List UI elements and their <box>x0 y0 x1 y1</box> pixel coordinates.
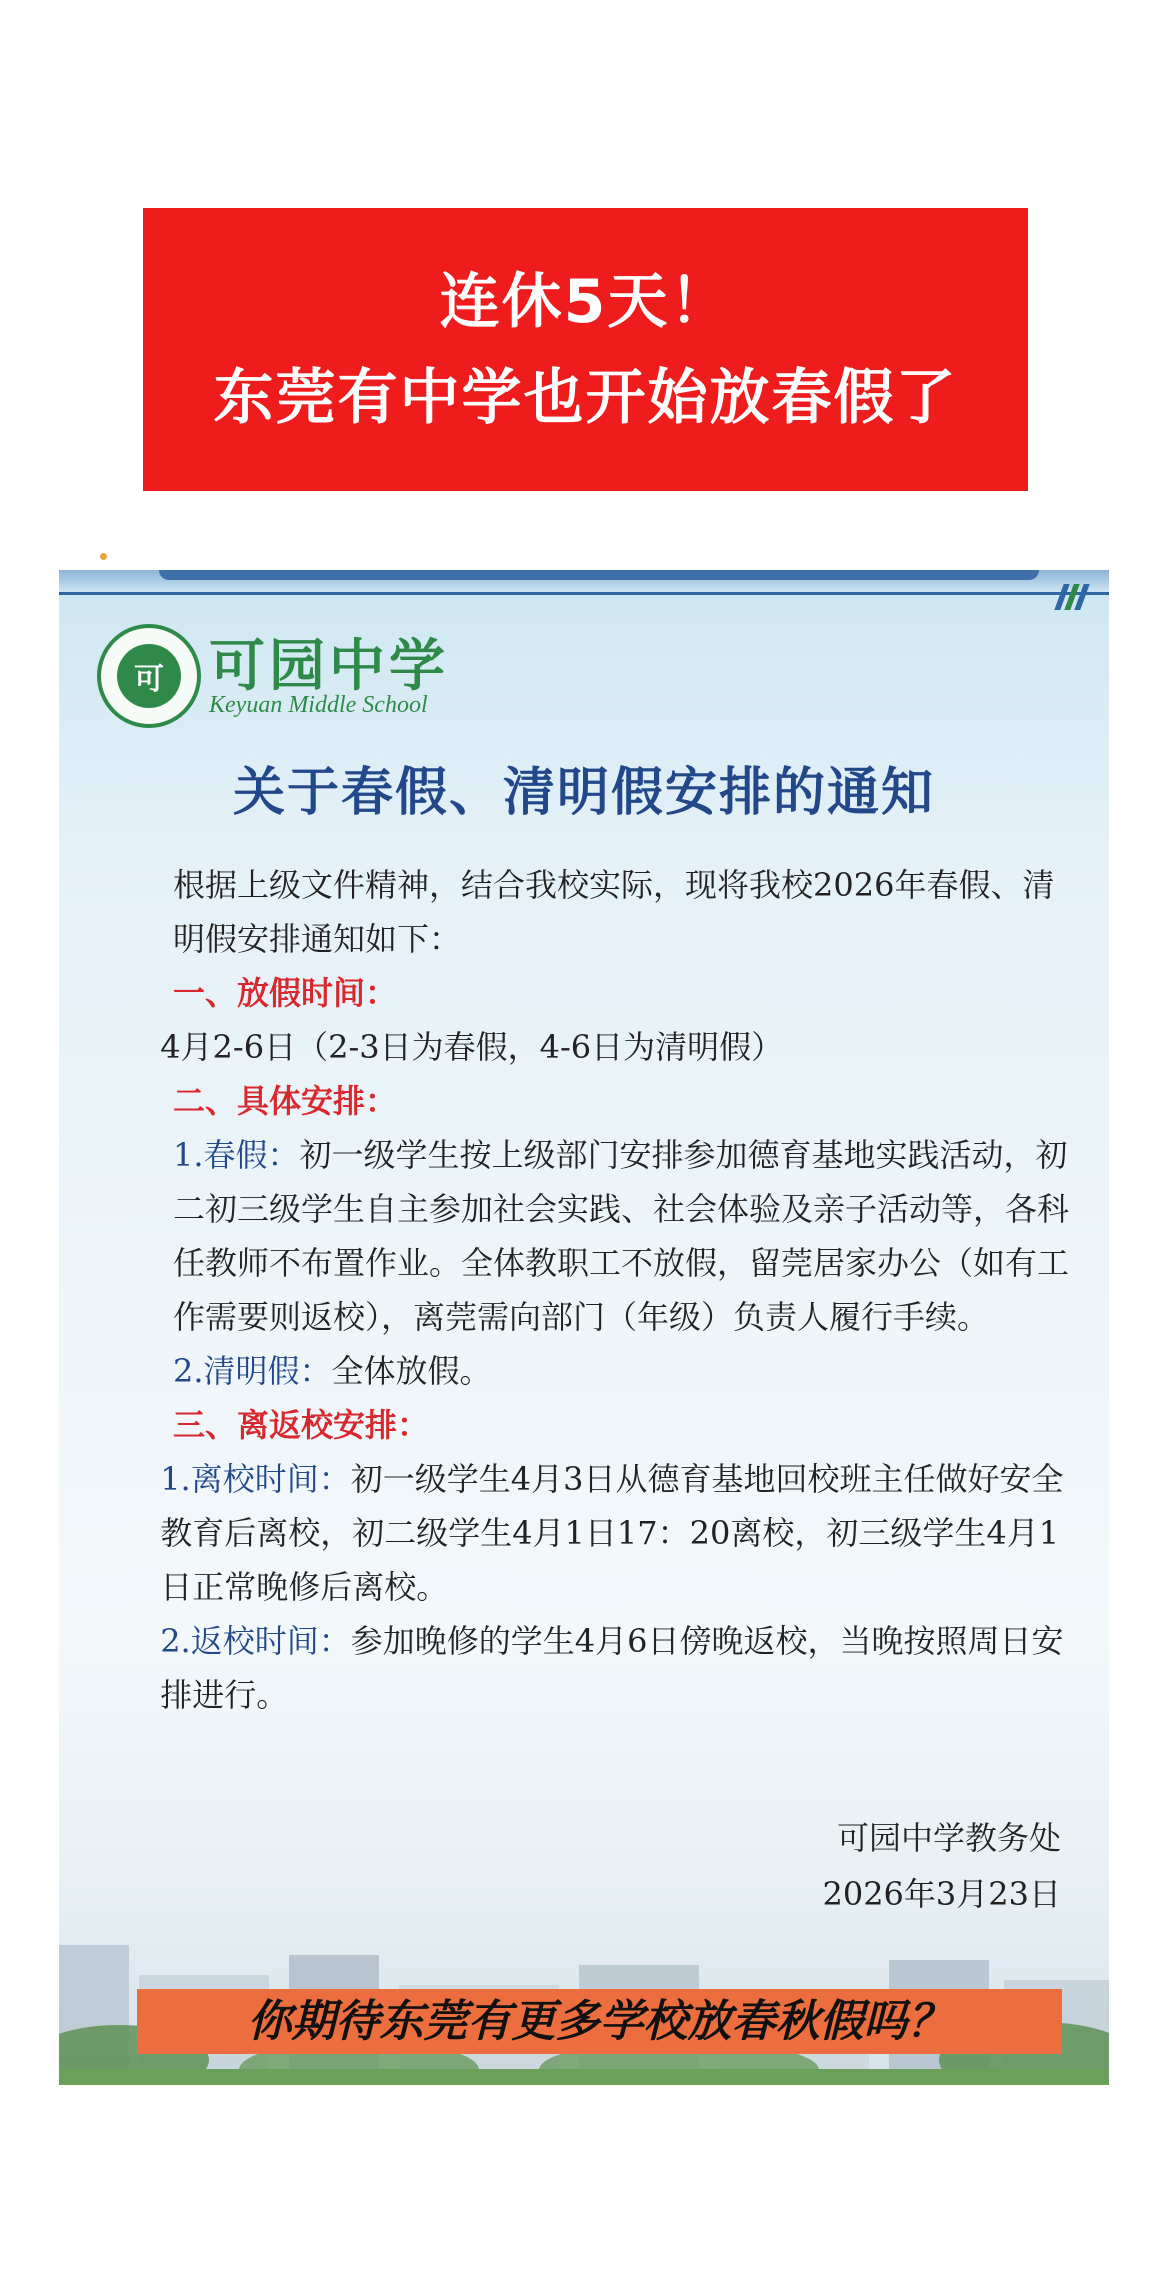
notice-poster <box>59 570 1109 2085</box>
signature-date: 2026年3月23日 <box>822 1875 1061 1913</box>
section3-item2 <box>109 1614 1069 1722</box>
section2-item2-label: 2.清明假： <box>173 1352 332 1390</box>
headline-banner <box>143 208 1028 491</box>
section2-item2 <box>109 1344 1069 1398</box>
school-emblem-icon: 可 <box>97 624 201 728</box>
section2-item1-label: 1.春假： <box>173 1136 300 1174</box>
section3-item2-label: 2.返校时间： <box>160 1622 351 1660</box>
section3-item2-text: 参加晚修的学生4月6日傍晚返校，当晚按照周日安排进行。 <box>160 1622 1064 1714</box>
section3-item1-label: 1.离校时间： <box>160 1460 351 1498</box>
section1-heading: 一、放假时间： <box>173 974 398 1012</box>
section3-heading: 三、离返校安排： <box>173 1406 430 1444</box>
campus-skyline-illustration <box>59 1885 1109 2085</box>
intro-paragraph: 根据上级文件精神，结合我校实际，现将我校2026年春假、清明假安排通知如下： <box>173 866 1055 958</box>
question-banner: 你期待东莞有更多学校放春秋假吗？ <box>137 1989 1062 2054</box>
section3-item1 <box>109 1452 1069 1614</box>
decorative-dot <box>100 553 107 560</box>
section2-item1-text: 初一级学生按上级部门安排参加德育基地实践活动，初二初三级学生自主参加社会实践、社会体验及亲子活动等，各科任教师不布置作业。全体教职工不放假，留莞居家办公（如有工作需要则返校），离莞需向部门（年级）负责人履行手续。 <box>173 1136 1070 1336</box>
section2-item2-text: 全体放假。 <box>331 1352 492 1390</box>
grass-strip <box>59 2069 1109 2085</box>
school-english-name: Keyuan Middle School <box>209 692 428 718</box>
notice-body <box>109 858 1069 1722</box>
school-name: 可园中学 <box>209 633 449 699</box>
section2-item1 <box>109 1128 1069 1344</box>
poster-top-line <box>59 592 1109 595</box>
section1-text: 4月2-6日（2-3日为春假，4-6日为清明假） <box>160 1028 784 1066</box>
section2-heading: 二、具体安排： <box>173 1082 398 1120</box>
headline-line-2: 东莞有中学也开始放春假了 <box>213 362 958 433</box>
headline-line-1: 连休5天！ <box>439 266 732 337</box>
poster-top-accent <box>159 570 1039 580</box>
decorative-stripes <box>1055 584 1085 614</box>
section3-item1-text: 初一级学生4月3日从德育基地回校班主任做好安全教育后离校，初二级学生4月1日17：20离校，初三级学生4月1日正常晚修后离校。 <box>160 1460 1064 1606</box>
signature-office: 可园中学教务处 <box>836 1819 1061 1857</box>
notice-title: 关于春假、清明假安排的通知 <box>232 762 935 823</box>
